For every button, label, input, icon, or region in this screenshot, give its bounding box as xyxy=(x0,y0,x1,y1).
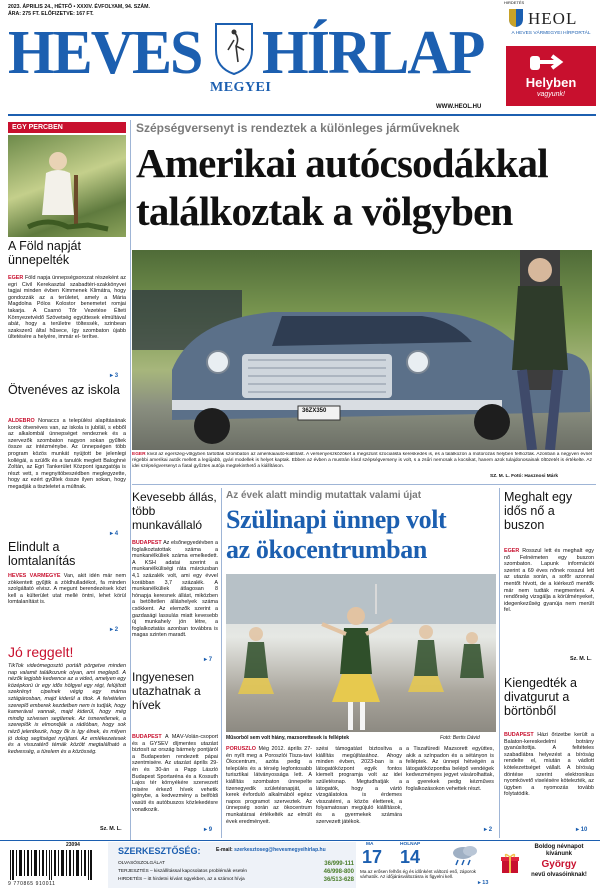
lead-signature xyxy=(490,474,558,479)
article-text: Házi őrizetbe került a Balaton-kereskedelmi botrány gyanúsítottja. A feltételes szabadlábra helyezést a bíróság rendelte el, miután a vádlott kötelezettséget vállalt. A bíróság döntése szerint elektronikus nyomkövető viselésére kötelezték, az ügyben a nyomozás tovább folytatódik. xyxy=(504,732,594,798)
helyben-promo[interactable] xyxy=(506,46,596,106)
contact-line xyxy=(118,876,354,884)
caption-text: kívül az egerszeg-völgyben tartottak szombaton az amerikaiautó-kiállítást. A versenyeszközöket a megszűnt szocialista kereskedés is, és a találkozón a motorozás helyben felhozták. Azonban a negyven évnél régebbi amerikai autók mellett a legújabb, gyári modellek is helyet kaptak. Ebben az évben a mustrán kívül szépségverseny is volt, s a zsűri nemcsak a kocsikat, hanem azok tulajdonosainak öltözetét is értékelte. Az idei szépségversenyt a fiatal győztes autója megtekinthető a kiállításon. xyxy=(132,452,592,469)
barcode-digits: 9 770865 910011 xyxy=(8,881,56,887)
price-line: ÁRA: 275 FT. ELŐFIZETVE: 167 FT. xyxy=(8,11,94,17)
license-plate: 36ZX350 xyxy=(302,408,327,414)
bus-death-title[interactable]: Meghalt egy idős nő a buszon xyxy=(504,490,573,532)
contact-lines xyxy=(118,860,354,884)
editorial-label: SZERKESZTŐSÉG: xyxy=(118,846,201,856)
jo-reggelt-body: TikTok videómegosztó portált pörgetve minden nap valamit találkozunk olyan, ami meglepő. A nézők legjobb kedvence az a videó, amelyen egy középkorú úr egy idős hölgyel egy régi, felújított szekrényt cipelnek végig egy márna sztágárosban, majd kiderül a titok. A felvételen szereplő emberek kezdetben nem is tudják, hogy kamerával vannak, majd kiderül, hogy még mindig szívesen segítenek. Az ismeretlenek, a szereplők is elmondják a rádióban, hogy sok néző jelentkezik, hogy ők is így élnek, és milyen jó dolog segítséget nyújtani. Az emlékezetesek és a visszatérő témák között megtalálható a kedvesség, a türelem és a közösség. xyxy=(8,663,126,755)
contact-label: OLVASÓSZOLGÁLAT xyxy=(118,861,165,866)
lead-photo xyxy=(132,250,592,450)
egy-percben-label: EGY PERCBEN xyxy=(8,122,126,133)
contact-label: HIRDETÉS – itt hirdetni kívánt ügyekben, az a számot hívja xyxy=(118,877,245,882)
page-ref[interactable]: ▸ 13 xyxy=(478,880,489,886)
eco-body-col-1 xyxy=(226,746,312,832)
title-right: HÍRLAP xyxy=(262,17,484,87)
travel-body xyxy=(132,734,218,826)
page-number: 3 xyxy=(114,373,119,379)
dateline: EGER xyxy=(8,275,24,281)
dateline: BUDAPEST xyxy=(504,732,534,738)
prison-title[interactable]: Kiengedték a divatgurut a börtönből xyxy=(504,676,577,718)
weather-tomorrow-temp: 14 xyxy=(400,847,421,867)
dateline: PORUSZLÓ xyxy=(226,746,256,752)
pointing-hand-icon xyxy=(528,50,574,74)
weather-today-temp: 17 xyxy=(362,847,383,867)
right-divider xyxy=(499,488,500,838)
article-text: Van, akit idén már nem zökkentett gyűjtik a zöldhulladékot, fa minden szolgáltató elvisz. A megunt berendezések közt kell a külterület utat mellé öntni, lehet körül lomtalanítást is. xyxy=(8,573,126,606)
bus-death-body xyxy=(504,548,594,656)
sidebar-article-1-body xyxy=(8,275,126,371)
lead-headline-2[interactable]: találkoztak a völgyben xyxy=(136,188,513,234)
promo-main: Helyben xyxy=(525,75,577,90)
eco-photo-caption: Műsorból sem volt hiány, mazsorettesek is felléptek xyxy=(226,735,350,741)
jo-reggelt-signature: Sz. M. L. xyxy=(100,826,122,832)
heol-ad-label: HIRDETÉS xyxy=(504,0,525,5)
page-ref[interactable]: ▸ 2 xyxy=(484,827,493,833)
lead-kicker: Szépségversenyt is rendeztek a különleges járműveknek xyxy=(136,121,460,135)
eco-overhead: Az évek alatt mindig mutattak valami újat xyxy=(226,490,422,501)
dateline: BUDAPEST xyxy=(132,540,162,546)
email-address[interactable]: szerkesztoseg@hevesmegyeihirlap.hu xyxy=(234,847,326,853)
rain-cloud-icon xyxy=(450,844,480,866)
article-text: Nonaccs a települési alapításának korok ötvenéves van, az iskola is jubilál, s ebből az alkalombál ünnepséget rendeznek és a szervezők szombaton nagyon sokan gyűltek össze az intézménybe. Az ünnepségen több program közös munkát nyújtott be jelenlegi kollégái, a szülők és a tanulók meglett Baloghné Zoltán, az Egri Tankerület Központ igazgatója is részt vett, s megnyitóbeszédben meglegyzette, hogy az ezért gyűltek össze ilyen sokan, hogy megadják a tiszteletet a múltnak. xyxy=(8,418,126,490)
article-text: Az elsőnegyedévben a foglalkoztatottak száma a munkanélküliek száma emelkedett. A KSH adatai szerint a munkanélküliségi ráta márciusban 4,1 százalék volt, ami egy évvel korábban 3,7 százalék. A munkanélküliek átlagosan 8 hónapja keresnek állást, miközben a betöltetlen álláshelyek száma csökkent. Az elemzők szerint a gazdasági lassulás miatt kevesebb új munkahely jön létre, a foglalkoztatás azonban továbbra is magas szinten maradt. xyxy=(132,540,218,639)
editorial-box xyxy=(108,842,356,888)
page-ref[interactable]: ▸ 3 xyxy=(110,373,119,379)
email-label: E-mail: xyxy=(216,847,233,853)
jo-reggelt-title: Jó reggelt! xyxy=(8,644,74,660)
sidebar-article-3-title[interactable]: Elindult a lomtalanítás xyxy=(8,540,76,568)
sidebar-article-3-body xyxy=(8,573,126,627)
weather-today-label: MA xyxy=(366,842,374,847)
jobs-body xyxy=(132,540,218,656)
eco-body-col-2: szési támogatást biztosítva a kiállítás megújításához. Ahogy minden évben, 2023-ban is a látogatóközpont egyik fontos kiemelt programja volt az idei születésnap. Megtudhatják a látogatók, hogy a vártó vizsgálatokra is érdemes visszatérni, a közös életterek, a folyamatosan megújuló kiállítások, és a gyermekek számára szervezett játékok. xyxy=(316,746,402,825)
sidebar-article-2-title[interactable]: Ötvenéves az iskola xyxy=(8,383,120,397)
barcode xyxy=(8,842,102,888)
promo-sub: vagyunk! xyxy=(536,91,566,98)
nameday-suffix: nevű olvasóinknak! xyxy=(531,872,587,878)
article-text: Rosszul lett és meghalt egy nő Felnémeten egy buszon szombaton. Lapunk információi szerint a 69 éves nőnek rosszul lett az utazás során, a sofőr azonnal mentőt hívott, de a kiérkező mentők már nem tudták megmenteni. A rendőrség vizsgálja a körülményeket, idegenkezűség gyanúja nem merült fel. xyxy=(504,548,594,614)
article-text: A MÁV-Volán-csoport és a GYSEV díjmentes utazást biztosít az ország bármely pontjáról a Budapesten rendezett pápai szentmisére. Az utazást április 29-én és 30-án a Papp László Budapest Sportaréna és a Kossuth Lajos tér környékére szervezett misére érkező hívek vehetik igénybe, a kedvezmény a belföldi vasúti és autóbuszos közlekedésre vonatkozik. xyxy=(132,734,218,813)
page-ref[interactable]: ▸ 9 xyxy=(204,827,213,833)
nameday-box xyxy=(500,842,596,888)
weather-tomorrow-label: HOLNAP xyxy=(400,842,421,847)
page-ref[interactable]: ▸ 7 xyxy=(204,657,213,663)
dateline: EGER xyxy=(132,452,146,457)
lead-photo-credit: Fotó: Hasznosi Márk xyxy=(511,474,558,479)
masthead-rule xyxy=(8,114,596,116)
majorette-dancers-photo-icon xyxy=(226,574,496,732)
gift-icon xyxy=(500,852,520,874)
article-text: Föld napja ünnepségsorozat részeként az egri Civil Kerekasztal szabadtéri-szakkönyvei tagjai minden évben Kimmenek Klimátra, hogy gondozzák az a területet, amely a Mária Magdolna Pólos Kolostor benemetet romjai takarja. A Csarnó Tőr Vezetése Élteti Környezetvédő Szövetség együttesek elmúltával abát, hogy a területre töltessék, szinbean szakszerű által hűsece, így szombaton újabb ültetésére a helyére, immár el- terítve. xyxy=(8,275,126,341)
dateline: ALDEBRŐ xyxy=(8,418,35,424)
page-number: 13 xyxy=(482,880,489,886)
contact-line xyxy=(118,868,354,876)
subtitle: MEGYEI xyxy=(210,80,272,95)
crest-icon xyxy=(212,20,256,76)
eco-photo xyxy=(226,574,496,732)
heol-shield-icon xyxy=(508,8,524,28)
sidebar-article-1-title[interactable]: A Föld napját ünnepelték xyxy=(8,239,81,267)
heol-logo: HEOL xyxy=(528,9,578,28)
website[interactable]: WWW.HEOL.HU xyxy=(436,104,482,110)
dateline: HEVES VÁRMEGYE xyxy=(8,573,61,579)
barcode-bars-icon xyxy=(8,850,102,880)
eco-headline-2[interactable]: az ökocentrumban xyxy=(226,535,427,564)
jobs-title[interactable]: Kevesebb állás, több munkavállaló xyxy=(132,490,217,532)
page-number: 2 xyxy=(114,627,119,633)
gardener-figure-icon xyxy=(8,135,126,237)
sidebar-divider xyxy=(130,120,131,840)
page-number: 9 xyxy=(208,827,213,833)
weather-text: Ma az erősen felhős ég és időnként változó eső, záporok várhatók. Az időjárásváltozásra is figyelni kell. xyxy=(360,869,476,880)
eco-body-col-3: a Tiszafüredi Mazsorett együttes, akik a színpadon és a sétányon is felléptek. Az ünnepi hétvégén a látogatóközpontba belépő vendégek kedvezményes jegyet vásárolhattak, a gyerekek pedig kézműves foglalkozásokon vehettek részt. xyxy=(406,746,494,792)
nameday-title: Boldog névnapot kívánunk xyxy=(534,844,584,857)
sidebar-article-2-body xyxy=(8,418,126,530)
page-number: 10 xyxy=(580,827,588,833)
dateline: BUDAPEST xyxy=(132,734,162,740)
earth-day-photo xyxy=(8,135,126,237)
nameday-name: György xyxy=(541,859,577,870)
email-line xyxy=(216,847,326,853)
page-number: 7 xyxy=(208,657,213,663)
classic-car-photo-icon xyxy=(132,250,592,450)
dateline: EGER xyxy=(504,548,520,554)
title-left: HEVES xyxy=(8,17,202,87)
heol-sub: A HEVES VÁRMEGYEI HÍRPORTÁL xyxy=(511,31,591,36)
date-line: 2023. ÁPRILIS 24., HÉTFŐ • XXXIV. ÉVFOLYAM, 94. SZÁM. xyxy=(8,4,150,10)
barcode-number: 23094 xyxy=(66,842,80,848)
weather-box xyxy=(360,842,496,888)
footer-rule xyxy=(0,840,600,841)
page-ref[interactable]: ▸ 10 xyxy=(576,827,588,833)
bus-death-signature: Sz. M. L. xyxy=(570,656,592,662)
prison-body xyxy=(504,732,594,824)
lead-rule xyxy=(132,484,596,485)
page-ref[interactable]: ▸ 4 xyxy=(110,531,119,537)
contact-phone[interactable]: 46/998-800 xyxy=(323,869,354,875)
lead-headline-1[interactable]: Amerikai autócsodákkal xyxy=(136,140,548,186)
page-number: 2 xyxy=(488,827,493,833)
contact-label: TERJESZTÉS – kiszállítással kapcsolatos problémák esetén xyxy=(118,869,248,874)
article-text: Még 2012. április 27-én nyílt meg a Poroszlói Tisza-tavi Ökocentrum, azóta pedig a település és a térség legfontosabb turisztikai látványossága lett. A kiállítás szombaton ünnepelte tizenegyedik születésnapját, a kerek évforduló alkalmából egész napos programot szerveztek. Az ünnepség során az ökocentrum munkatársai értékelték az elmúlt évek eredményeit. xyxy=(226,746,312,825)
page-number: 4 xyxy=(114,531,119,537)
middle-divider xyxy=(221,488,222,838)
eco-headline-1[interactable]: Szülinapi ünnep volt xyxy=(226,505,447,534)
travel-title[interactable]: Ingyenesen utazhatnak a hívek xyxy=(132,670,201,712)
page-ref[interactable]: ▸ 2 xyxy=(110,627,119,633)
contact-phone[interactable]: 36/513-628 xyxy=(323,877,354,883)
contact-phone[interactable]: 36/999-111 xyxy=(324,861,354,867)
eco-photo-credit: Fotó: Bertis Dávid xyxy=(440,735,480,741)
contact-line xyxy=(118,860,354,868)
lead-author: SZ. M. L. xyxy=(490,474,510,479)
heol-ad[interactable] xyxy=(504,0,596,108)
